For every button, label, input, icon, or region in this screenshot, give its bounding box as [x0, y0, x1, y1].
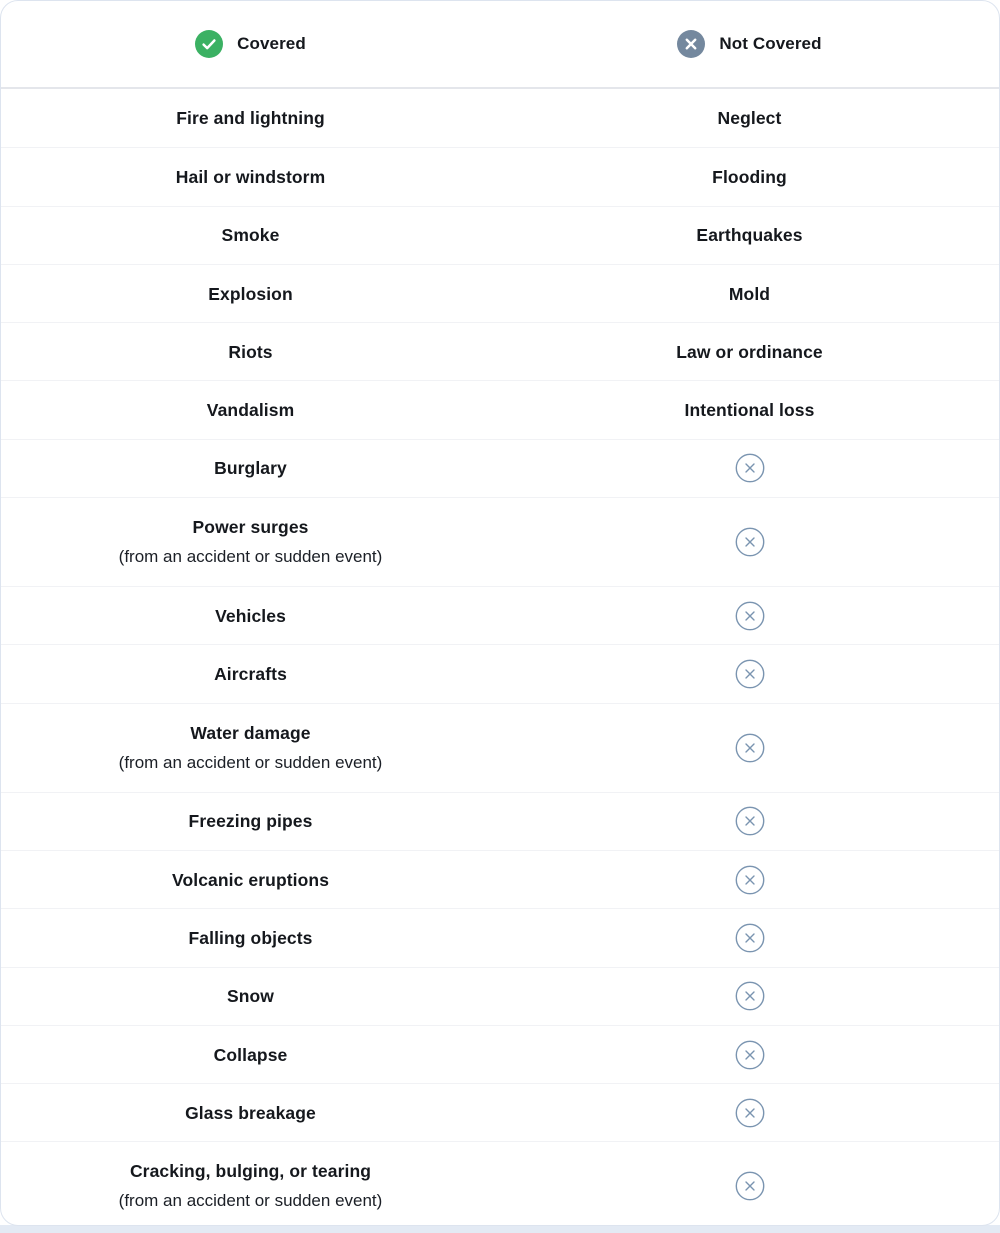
- legend-header: [1, 1, 999, 89]
- not-covered-cell: [500, 851, 999, 908]
- not-covered-cell: [500, 1142, 999, 1226]
- covered-item-label: Riots: [228, 341, 273, 362]
- covered-item-label: Aircrafts: [214, 664, 287, 685]
- not-covered-cell: [500, 381, 999, 438]
- x-circle-outline-icon: [735, 981, 765, 1011]
- covered-item-label: Burglary: [214, 458, 287, 479]
- covered-cell: [1, 1026, 500, 1083]
- covered-item-label: Explosion: [208, 283, 293, 304]
- covered-cell: [1, 89, 500, 147]
- not-covered-cell: [500, 704, 999, 792]
- covered-item-subtext: (from an accident or sudden event): [118, 1191, 383, 1211]
- covered-item-subtext: (from an accident or sudden event): [118, 752, 383, 772]
- table-row: [1, 264, 999, 322]
- not-covered-cell: [500, 793, 999, 850]
- covered-cell: [1, 909, 500, 966]
- covered-item-label: Power surges: [192, 517, 309, 538]
- covered-cell: [1, 851, 500, 908]
- not-covered-cell: [500, 323, 999, 380]
- x-circle-icon: [677, 30, 705, 58]
- not-covered-cell: [500, 89, 999, 147]
- not-covered-item-label: Mold: [728, 283, 771, 304]
- covered-cell: [1, 1084, 500, 1141]
- x-circle-outline-icon: [735, 923, 765, 953]
- table-row: [1, 497, 999, 586]
- covered-cell: [1, 645, 500, 702]
- covered-cell: [1, 440, 500, 497]
- table-row: [1, 586, 999, 644]
- not-covered-cell: [500, 1026, 999, 1083]
- covered-cell: [1, 793, 500, 850]
- not-covered-cell: [500, 968, 999, 1025]
- covered-cell: [1, 381, 500, 438]
- table-row: [1, 89, 999, 147]
- covered-cell: [1, 1142, 500, 1226]
- covered-item-label: Volcanic eruptions: [171, 869, 330, 890]
- table-row: [1, 967, 999, 1025]
- covered-item-label: Cracking, bulging, or tearing: [129, 1161, 372, 1182]
- covered-cell: [1, 148, 500, 205]
- x-circle-outline-icon: [735, 601, 765, 631]
- table-row: [1, 322, 999, 380]
- not-covered-cell: [500, 265, 999, 322]
- covered-item-label: Fire and lightning: [176, 108, 325, 129]
- covered-item-subtext: (from an accident or sudden event): [118, 547, 383, 567]
- covered-cell: [1, 323, 500, 380]
- coverage-table-rows: [1, 89, 999, 1226]
- legend-not-covered: [500, 1, 999, 87]
- x-circle-outline-icon: [735, 1171, 765, 1201]
- table-row: [1, 1025, 999, 1083]
- table-row: [1, 380, 999, 438]
- not-covered-item-label: Flooding: [712, 166, 787, 187]
- table-row: [1, 850, 999, 908]
- bottom-strip: [0, 1225, 1000, 1233]
- x-circle-outline-icon: [735, 659, 765, 689]
- not-covered-cell: [500, 909, 999, 966]
- not-covered-label: Not Covered: [719, 34, 822, 53]
- table-row: [1, 792, 999, 850]
- x-circle-outline-icon: [735, 1098, 765, 1128]
- not-covered-cell: [500, 207, 999, 264]
- table-row: [1, 644, 999, 702]
- not-covered-cell: [500, 498, 999, 586]
- covered-item-label: Snow: [226, 986, 275, 1007]
- covered-item-label: Glass breakage: [185, 1102, 316, 1123]
- covered-item-label: Smoke: [221, 225, 280, 246]
- x-circle-outline-icon: [735, 453, 765, 483]
- not-covered-cell: [500, 148, 999, 205]
- table-row: [1, 908, 999, 966]
- covered-cell: [1, 704, 500, 792]
- x-circle-outline-icon: [735, 733, 765, 763]
- covered-cell: [1, 265, 500, 322]
- not-covered-cell: [500, 1084, 999, 1141]
- not-covered-cell: [500, 440, 999, 497]
- covered-label: Covered: [237, 34, 306, 53]
- covered-item-label: Falling objects: [188, 927, 313, 948]
- covered-item-label: Vandalism: [206, 400, 295, 421]
- not-covered-item-label: Neglect: [717, 108, 782, 129]
- not-covered-item-label: Law or ordinance: [676, 341, 823, 362]
- table-row: [1, 439, 999, 497]
- covered-item-label: Hail or windstorm: [175, 166, 326, 187]
- x-circle-outline-icon: [735, 865, 765, 895]
- check-circle-icon: [195, 30, 223, 58]
- not-covered-item-label: Intentional loss: [684, 400, 815, 421]
- covered-cell: [1, 968, 500, 1025]
- x-circle-outline-icon: [735, 527, 765, 557]
- covered-item-label: Water damage: [190, 722, 311, 743]
- not-covered-item-label: Earthquakes: [696, 225, 803, 246]
- legend-covered: [1, 1, 500, 87]
- covered-item-label: Collapse: [213, 1044, 288, 1065]
- covered-cell: [1, 498, 500, 586]
- covered-cell: [1, 587, 500, 644]
- table-row: [1, 1083, 999, 1141]
- x-circle-outline-icon: [735, 806, 765, 836]
- covered-cell: [1, 207, 500, 264]
- table-row: [1, 1141, 999, 1226]
- x-circle-outline-icon: [735, 1040, 765, 1070]
- table-row: [1, 703, 999, 792]
- not-covered-cell: [500, 587, 999, 644]
- covered-item-label: Vehicles: [215, 605, 286, 626]
- not-covered-cell: [500, 645, 999, 702]
- table-row: [1, 147, 999, 205]
- covered-item-label: Freezing pipes: [188, 811, 313, 832]
- table-row: [1, 206, 999, 264]
